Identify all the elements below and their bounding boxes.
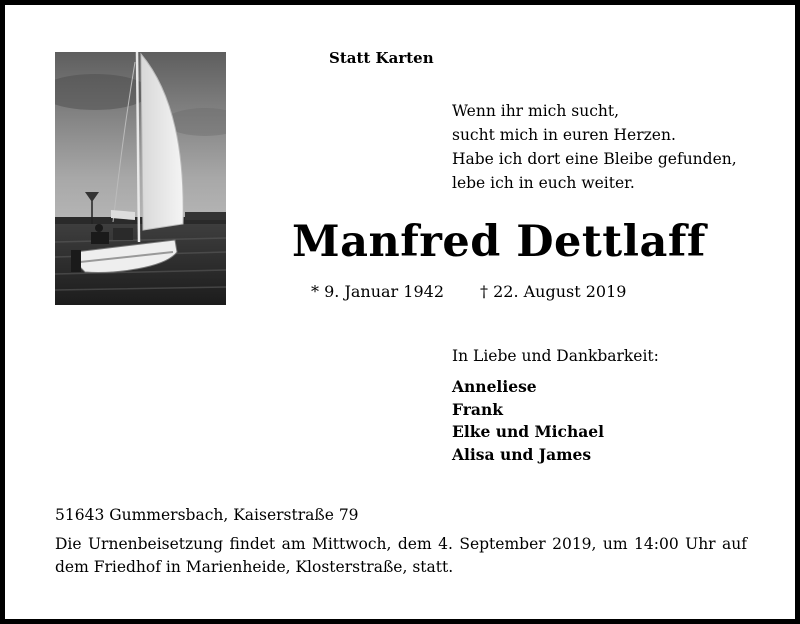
family-address: 51643 Gummersbach, Kaiserstraße 79 [55,506,359,524]
mourner-name: Anneliese [452,377,537,396]
mourners-heading: In Liebe und Dankbarkeit: [452,347,659,365]
header-label: Statt Karten [329,49,434,67]
death-date: † 22. August 2019 [480,282,627,301]
mourner-name: Alisa und James [452,444,592,464]
mourners-list [452,376,604,466]
poem-line: sucht mich in euren Herzen. [452,126,676,144]
mourner-name: Elke und Michael [452,422,605,441]
sailboat-photo [55,52,226,305]
poem [452,99,737,195]
deceased-name: Manfred Dettlaff [292,217,706,267]
poem-line: Habe ich dort eine Bleibe gefunden, [452,150,737,168]
poem-line: Wenn ihr mich sucht, [452,102,620,120]
burial-notice: Die Urnenbeisetzung findet am Mittwoch, dem 4. September 2019, um 14:00 Uhr auf dem Friedhof in Marienheide, Klosterstraße, statt. [55,535,747,576]
poem-line: lebe ich in euch weiter. [452,174,635,192]
mourner-name: Frank [452,399,503,419]
birth-date: * 9. Januar 1942 [311,282,444,301]
